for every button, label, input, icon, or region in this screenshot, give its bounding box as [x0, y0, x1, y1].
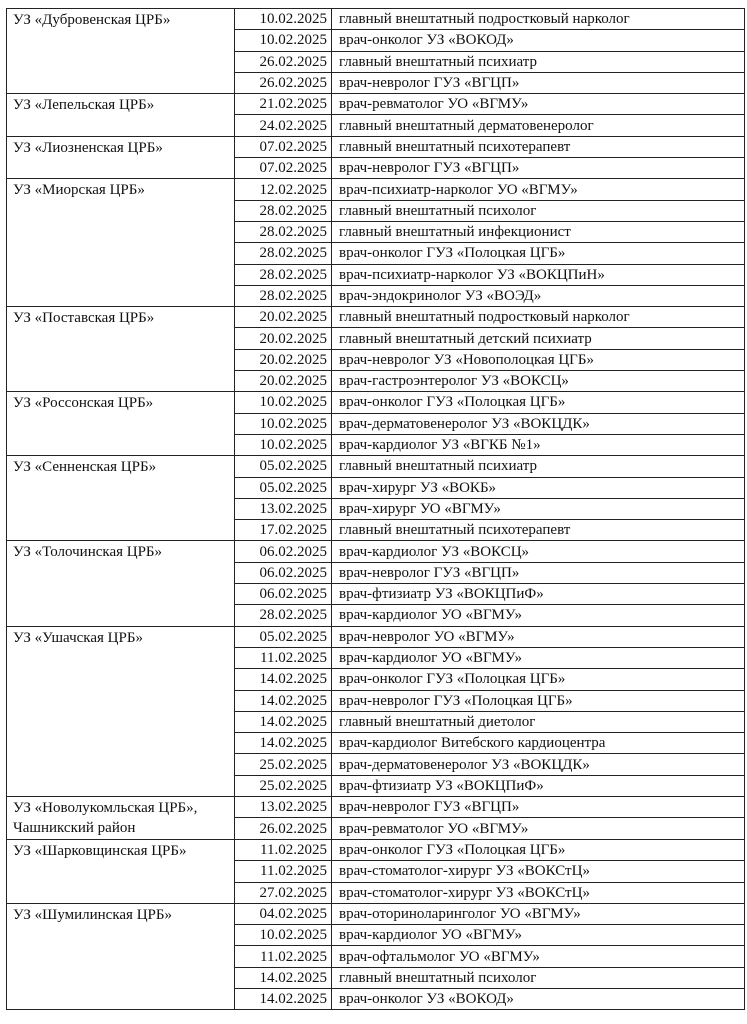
specialist-cell: врач-онколог ГУЗ «Полоцкая ЦГБ» [332, 839, 745, 860]
specialist-cell: главный внештатный подростковый нарколог [332, 307, 745, 328]
specialist-cell: врач-онколог УЗ «ВОКОД» [332, 30, 745, 51]
institution-cell: УЗ «Сенненская ЦРБ» [7, 456, 235, 541]
specialist-cell: врач-кардиолог УО «ВГМУ» [332, 647, 745, 668]
specialist-cell: врач-кардиолог УО «ВГМУ» [332, 605, 745, 626]
specialist-cell: врач-онколог ГУЗ «Полоцкая ЦГБ» [332, 243, 745, 264]
date-cell: 20.02.2025 [235, 349, 332, 370]
date-cell: 28.02.2025 [235, 605, 332, 626]
specialist-cell: врач-невролог ГУЗ «ВГЦП» [332, 562, 745, 583]
date-cell: 20.02.2025 [235, 307, 332, 328]
specialist-cell: врач-дерматовенеролог УЗ «ВОКЦДК» [332, 754, 745, 775]
date-cell: 05.02.2025 [235, 626, 332, 647]
date-cell: 06.02.2025 [235, 562, 332, 583]
specialist-cell: главный внештатный психотерапевт [332, 520, 745, 541]
specialist-cell: врач-невролог УО «ВГМУ» [332, 626, 745, 647]
specialist-cell: главный внештатный дерматовенеролог [332, 115, 745, 136]
date-cell: 10.02.2025 [235, 434, 332, 455]
date-cell: 14.02.2025 [235, 989, 332, 1010]
date-cell: 27.02.2025 [235, 882, 332, 903]
specialist-cell: врач-фтизиатр УЗ «ВОКЦПиФ» [332, 775, 745, 796]
date-cell: 17.02.2025 [235, 520, 332, 541]
specialist-cell: главный внештатный диетолог [332, 711, 745, 732]
date-cell: 28.02.2025 [235, 243, 332, 264]
institution-cell: УЗ «Поставская ЦРБ» [7, 307, 235, 392]
specialist-cell: врач-ревматолог УО «ВГМУ» [332, 94, 745, 115]
specialist-cell: врач-кардиолог Витебского кардиоцентра [332, 733, 745, 754]
schedule-table-body [7, 9, 745, 1010]
institution-cell: УЗ «Дубровенская ЦРБ» [7, 9, 235, 94]
date-cell: 25.02.2025 [235, 754, 332, 775]
table-row [7, 796, 745, 818]
table-row [7, 903, 745, 924]
specialist-cell: врач-стоматолог-хирург УЗ «ВОКСтЦ» [332, 861, 745, 882]
specialist-cell: врач-хирург УО «ВГМУ» [332, 498, 745, 519]
specialist-cell: врач-онколог УЗ «ВОКОД» [332, 989, 745, 1010]
specialist-cell: врач-ревматолог УО «ВГМУ» [332, 818, 745, 840]
specialist-cell: врач-психиатр-нарколог УЗ «ВОКЦПиН» [332, 264, 745, 285]
date-cell: 28.02.2025 [235, 264, 332, 285]
specialist-cell: врач-невролог УЗ «Новополоцкая ЦГБ» [332, 349, 745, 370]
date-cell: 11.02.2025 [235, 861, 332, 882]
date-cell: 06.02.2025 [235, 584, 332, 605]
date-cell: 28.02.2025 [235, 200, 332, 221]
date-cell: 04.02.2025 [235, 903, 332, 924]
institution-cell: УЗ «Шумилинская ЦРБ» [7, 903, 235, 1009]
specialist-cell: врач-дерматовенеролог УЗ «ВОКЦДК» [332, 413, 745, 434]
specialist-cell: главный внештатный психолог [332, 967, 745, 988]
date-cell: 13.02.2025 [235, 796, 332, 818]
table-row [7, 839, 745, 860]
specialist-cell: врач-кардиолог УЗ «ВОКСЦ» [332, 541, 745, 562]
specialist-cell: врач-онколог ГУЗ «Полоцкая ЦГБ» [332, 669, 745, 690]
table-row [7, 392, 745, 413]
institution-cell: УЗ «Новолукомльская ЦРБ», Чашникский район [7, 796, 235, 839]
date-cell: 11.02.2025 [235, 946, 332, 967]
institution-cell: УЗ «Шарковщинская ЦРБ» [7, 839, 235, 903]
date-cell: 07.02.2025 [235, 136, 332, 157]
date-cell: 14.02.2025 [235, 690, 332, 711]
specialist-cell: врач-оториноларинголог УО «ВГМУ» [332, 903, 745, 924]
specialist-cell: врач-кардиолог УЗ «ВГКБ №1» [332, 434, 745, 455]
date-cell: 13.02.2025 [235, 498, 332, 519]
specialist-cell: главный внештатный психиатр [332, 51, 745, 72]
date-cell: 10.02.2025 [235, 925, 332, 946]
specialist-cell: врач-кардиолог УО «ВГМУ» [332, 925, 745, 946]
table-row [7, 456, 745, 477]
specialist-cell: главный внештатный инфекционист [332, 221, 745, 242]
institution-cell: УЗ «Лепельская ЦРБ» [7, 94, 235, 137]
date-cell: 11.02.2025 [235, 839, 332, 860]
date-cell: 20.02.2025 [235, 328, 332, 349]
specialist-cell: главный внештатный детский психиатр [332, 328, 745, 349]
date-cell: 26.02.2025 [235, 51, 332, 72]
specialist-cell: врач-эндокринолог УЗ «ВОЭД» [332, 285, 745, 306]
date-cell: 14.02.2025 [235, 711, 332, 732]
specialist-cell: врач-стоматолог-хирург УЗ «ВОКСтЦ» [332, 882, 745, 903]
table-row [7, 94, 745, 115]
specialist-cell: главный внештатный психолог [332, 200, 745, 221]
date-cell: 26.02.2025 [235, 72, 332, 93]
specialist-cell: главный внештатный психиатр [332, 456, 745, 477]
date-cell: 11.02.2025 [235, 647, 332, 668]
date-cell: 20.02.2025 [235, 371, 332, 392]
date-cell: 10.02.2025 [235, 9, 332, 30]
specialist-cell: главный внештатный подростковый нарколог [332, 9, 745, 30]
date-cell: 10.02.2025 [235, 413, 332, 434]
institution-cell: УЗ «Россонская ЦРБ» [7, 392, 235, 456]
schedule-table [6, 8, 745, 1010]
table-row [7, 541, 745, 562]
date-cell: 12.02.2025 [235, 179, 332, 200]
specialist-cell: врач-офтальмолог УО «ВГМУ» [332, 946, 745, 967]
date-cell: 28.02.2025 [235, 221, 332, 242]
institution-cell: УЗ «Толочинская ЦРБ» [7, 541, 235, 626]
table-row [7, 307, 745, 328]
date-cell: 21.02.2025 [235, 94, 332, 115]
date-cell: 07.02.2025 [235, 158, 332, 179]
institution-cell: УЗ «Лиозненская ЦРБ» [7, 136, 235, 179]
date-cell: 14.02.2025 [235, 967, 332, 988]
specialist-cell: врач-гастроэнтеролог УЗ «ВОКСЦ» [332, 371, 745, 392]
date-cell: 28.02.2025 [235, 285, 332, 306]
specialist-cell: врач-хирург УЗ «ВОКБ» [332, 477, 745, 498]
specialist-cell: врач-фтизиатр УЗ «ВОКЦПиФ» [332, 584, 745, 605]
date-cell: 14.02.2025 [235, 669, 332, 690]
institution-cell: УЗ «Миорская ЦРБ» [7, 179, 235, 307]
date-cell: 05.02.2025 [235, 477, 332, 498]
date-cell: 10.02.2025 [235, 392, 332, 413]
table-row [7, 626, 745, 647]
specialist-cell: врач-психиатр-нарколог УО «ВГМУ» [332, 179, 745, 200]
specialist-cell: врач-невролог ГУЗ «ВГЦП» [332, 796, 745, 818]
date-cell: 24.02.2025 [235, 115, 332, 136]
institution-cell: УЗ «Ушачская ЦРБ» [7, 626, 235, 796]
date-cell: 10.02.2025 [235, 30, 332, 51]
specialist-cell: врач-невролог ГУЗ «ВГЦП» [332, 158, 745, 179]
specialist-cell: врач-онколог ГУЗ «Полоцкая ЦГБ» [332, 392, 745, 413]
specialist-cell: врач-невролог ГУЗ «Полоцкая ЦГБ» [332, 690, 745, 711]
table-row [7, 9, 745, 30]
date-cell: 14.02.2025 [235, 733, 332, 754]
table-row [7, 179, 745, 200]
date-cell: 25.02.2025 [235, 775, 332, 796]
specialist-cell: врач-невролог ГУЗ «ВГЦП» [332, 72, 745, 93]
date-cell: 05.02.2025 [235, 456, 332, 477]
date-cell: 26.02.2025 [235, 818, 332, 840]
specialist-cell: главный внештатный психотерапевт [332, 136, 745, 157]
table-row [7, 136, 745, 157]
date-cell: 06.02.2025 [235, 541, 332, 562]
